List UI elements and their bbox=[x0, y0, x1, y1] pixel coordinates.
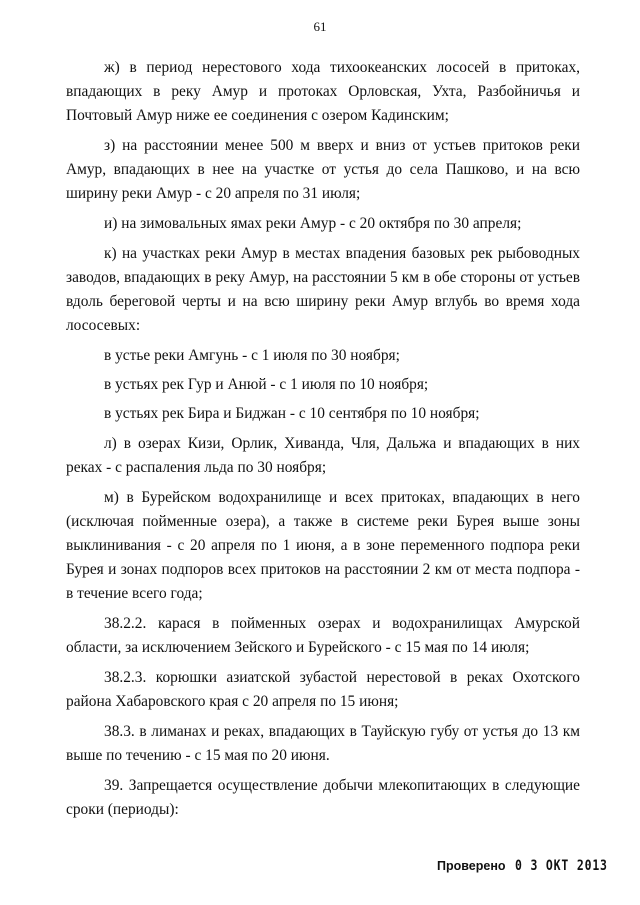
paragraph-i: и) на зимовальных ямах реки Амур - с 20 октября по 30 апреля; bbox=[104, 215, 522, 232]
paragraph-k: к) на участках реки Амур в местах впадения базовых рек рыбоводных заводов, впадающих в реку Амур, на расстоянии 5 км в обе стороны от устьев вдоль береговой черты и на всю ширину реки Амур вглубь во время хода лососевых: bbox=[66, 245, 580, 334]
paragraph-38-2-2: 38.2.2. карася в пойменных озерах и водохранилищах Амурской области, за исключением Зейского и Бурейского - с 15 мая по 14 июля; bbox=[66, 615, 580, 656]
list-item-amgun: в устье реки Амгунь - с 1 июля по 30 ноября; bbox=[104, 347, 400, 364]
paragraph-38-2-3: 38.2.3. корюшки азиатской зубастой нерестовой в реках Охотского района Хабаровского края с 20 апреля по 15 июня; bbox=[66, 669, 580, 710]
paragraph-zh: ж) в период нерестового хода тихоокеанских лососей в притоках, впадающих в реку Амур и протоках Орловская, Ухта, Разбойничья и Почтовый Амур ниже ее соединения с озером Кадинским; bbox=[66, 59, 580, 124]
document-body bbox=[66, 56, 580, 828]
paragraph-39: 39. Запрещается осуществление добычи млекопитающих в следующие сроки (периоды): bbox=[66, 777, 580, 818]
date-stamp: 0 3 ОКТ 2013 bbox=[514, 858, 608, 874]
list-item-gur-anyuy: в устьях рек Гур и Анюй - с 1 июля по 10 ноября; bbox=[104, 376, 429, 393]
paragraph-38-3: 38.3. в лиманах и реках, впадающих в Тауйскую губу от устья до 13 км выше по течению - с 15 мая по 20 июня. bbox=[66, 723, 580, 764]
paragraph-z: з) на расстоянии менее 500 м вверх и вниз от устьев притоков реки Амур, впадающих в нее на участке от устья до села Пашково, и на всю ширину реки Амур - с 20 апреля по 31 июля; bbox=[66, 137, 580, 202]
verification-footer bbox=[437, 858, 628, 874]
list-item-bira-bidzhan: в устьях рек Бира и Биджан - с 10 сентября по 10 ноября; bbox=[104, 405, 480, 422]
verified-label: Проверено bbox=[437, 859, 506, 873]
paragraph-m: м) в Бурейском водохранилище и всех притоках, впадающих в него (исключая пойменные озера), а также в системе реки Бурея выше зоны выклинивания - с 20 апреля по 1 июня, а в зоне переменного подпора реки Бурея и зонах подпоров всех притоков на расстоянии 2 км от места подпора - в течение всего года; bbox=[66, 489, 580, 602]
page-number: 61 bbox=[313, 19, 327, 34]
paragraph-l: л) в озерах Кизи, Орлик, Хиванда, Чля, Дальжа и впадающих в них реках - с распаления льда по 30 ноября; bbox=[66, 435, 580, 476]
